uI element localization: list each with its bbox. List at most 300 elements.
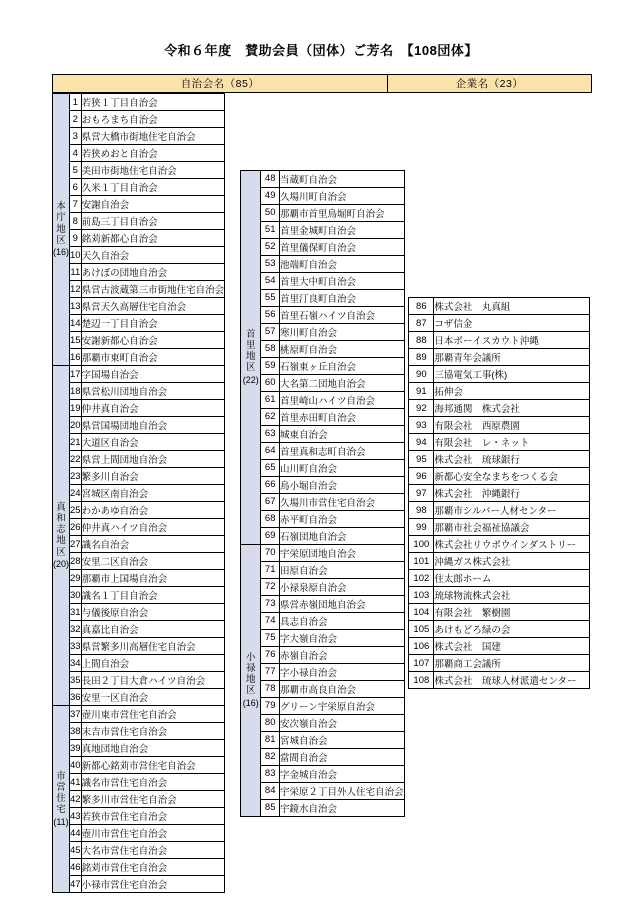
row-name: 県営赤嶺団地自治会 bbox=[280, 595, 405, 612]
row-number: 18 bbox=[70, 383, 82, 400]
row-number: 67 bbox=[261, 493, 280, 510]
row-name: 美田市街地住宅自治会 bbox=[81, 162, 225, 179]
row-number: 107 bbox=[409, 655, 434, 672]
table-row bbox=[409, 621, 590, 638]
column-block-right bbox=[408, 93, 592, 893]
row-number: 78 bbox=[261, 680, 280, 697]
row-name: あけぼの団地自治会 bbox=[81, 264, 225, 281]
table-row bbox=[409, 349, 590, 366]
table-row bbox=[53, 672, 225, 689]
row-name: 大道区自治会 bbox=[81, 434, 225, 451]
table-row bbox=[241, 493, 404, 510]
row-name: 新都心銘苅市営住宅自治会 bbox=[81, 757, 225, 774]
table-row bbox=[53, 485, 225, 502]
row-number: 64 bbox=[261, 442, 280, 459]
table-row bbox=[53, 417, 225, 434]
row-number: 56 bbox=[261, 306, 280, 323]
row-name: 久場川町自治会 bbox=[280, 187, 405, 204]
table-row bbox=[53, 706, 225, 723]
table-row bbox=[241, 204, 404, 221]
table-row bbox=[241, 340, 404, 357]
row-number: 53 bbox=[261, 255, 280, 272]
table-row bbox=[53, 434, 225, 451]
column1-table bbox=[52, 93, 225, 893]
table-row bbox=[53, 383, 225, 400]
table-row bbox=[53, 213, 225, 230]
table-row bbox=[53, 94, 225, 111]
row-number: 41 bbox=[70, 774, 82, 791]
row-name: 仲井真自治会 bbox=[81, 400, 225, 417]
row-number: 77 bbox=[261, 663, 280, 680]
row-number: 9 bbox=[70, 230, 82, 247]
row-number: 85 bbox=[261, 799, 280, 816]
row-name: 當間自治会 bbox=[280, 748, 405, 765]
row-name: 繁多川市営住宅自治会 bbox=[81, 791, 225, 808]
row-number: 11 bbox=[70, 264, 82, 281]
row-name: 那覇市シルバー人材センター bbox=[434, 502, 590, 519]
table-row bbox=[53, 502, 225, 519]
row-name: 海邦通関 株式会社 bbox=[434, 400, 590, 417]
row-number: 5 bbox=[70, 162, 82, 179]
row-name: 天久自治会 bbox=[81, 247, 225, 264]
row-name: 田原自治会 bbox=[280, 561, 405, 578]
row-number: 55 bbox=[261, 289, 280, 306]
row-name: 琉球物流株式会社 bbox=[434, 587, 590, 604]
row-name: 首里赤田町自治会 bbox=[280, 408, 405, 425]
table-row bbox=[53, 128, 225, 145]
table-row bbox=[241, 646, 404, 663]
row-name: 字大嶺自治会 bbox=[280, 629, 405, 646]
region-label-11 bbox=[241, 544, 261, 816]
row-number: 81 bbox=[261, 731, 280, 748]
row-number: 89 bbox=[409, 349, 434, 366]
table-row bbox=[409, 417, 590, 434]
row-name: 株式会社 琉球人材派遣センター bbox=[434, 672, 590, 689]
row-name: 楚辺一丁目自治会 bbox=[81, 315, 225, 332]
row-number: 3 bbox=[70, 128, 82, 145]
region-label-10 bbox=[241, 170, 261, 544]
row-number: 29 bbox=[70, 570, 82, 587]
table-row bbox=[53, 825, 225, 842]
row-number: 96 bbox=[409, 468, 434, 485]
table-row bbox=[53, 655, 225, 672]
table-row bbox=[53, 332, 225, 349]
row-number: 1 bbox=[70, 94, 82, 111]
table-row bbox=[409, 298, 590, 315]
row-number: 30 bbox=[70, 587, 82, 604]
table-row bbox=[409, 604, 590, 621]
region-label-1 bbox=[53, 366, 70, 706]
table-row bbox=[241, 459, 404, 476]
table-row bbox=[409, 672, 590, 689]
row-number: 52 bbox=[261, 238, 280, 255]
table-row bbox=[241, 238, 404, 255]
row-number: 65 bbox=[261, 459, 280, 476]
table-row bbox=[409, 434, 590, 451]
table-row bbox=[241, 799, 404, 816]
row-name: 首里石嶺ハイツ自治会 bbox=[280, 306, 405, 323]
table-row bbox=[241, 629, 404, 646]
table-row bbox=[53, 757, 225, 774]
table-row bbox=[53, 162, 225, 179]
row-number: 76 bbox=[261, 646, 280, 663]
row-number: 49 bbox=[261, 187, 280, 204]
row-number: 70 bbox=[261, 544, 280, 561]
table-row bbox=[241, 408, 404, 425]
row-name: 城東自治会 bbox=[280, 425, 405, 442]
table-row bbox=[241, 221, 404, 238]
row-name: 那覇市社会福祉協議会 bbox=[434, 519, 590, 536]
table-row bbox=[53, 196, 225, 213]
row-name: 住太郎ホーム bbox=[434, 570, 590, 587]
row-name: 安里二区自治会 bbox=[81, 553, 225, 570]
row-number: 15 bbox=[70, 332, 82, 349]
row-number: 69 bbox=[261, 527, 280, 544]
column-gap-1 bbox=[225, 93, 240, 893]
table-body bbox=[52, 93, 592, 893]
row-number: 50 bbox=[261, 204, 280, 221]
row-number: 38 bbox=[70, 723, 82, 740]
row-number: 36 bbox=[70, 689, 82, 706]
row-name: 字小禄自治会 bbox=[280, 663, 405, 680]
row-number: 84 bbox=[261, 782, 280, 799]
row-name: 若狭めおと自治会 bbox=[81, 145, 225, 162]
row-number: 62 bbox=[261, 408, 280, 425]
row-name: 識名１丁目自治会 bbox=[81, 587, 225, 604]
table-row bbox=[409, 485, 590, 502]
row-number: 43 bbox=[70, 808, 82, 825]
row-name: 末吉市営住宅自治会 bbox=[81, 723, 225, 740]
row-name: 首里儀保町自治会 bbox=[280, 238, 405, 255]
table-row bbox=[241, 357, 404, 374]
row-number: 94 bbox=[409, 434, 434, 451]
table-row bbox=[241, 374, 404, 391]
table-header-row bbox=[52, 74, 592, 93]
table-row bbox=[53, 519, 225, 536]
row-number: 51 bbox=[261, 221, 280, 238]
table-row bbox=[241, 765, 404, 782]
row-name: 繁多川自治会 bbox=[81, 468, 225, 485]
table-row bbox=[241, 731, 404, 748]
row-name: 日本ボーイスカウト沖縄 bbox=[434, 332, 590, 349]
table-row bbox=[241, 306, 404, 323]
table-row bbox=[409, 536, 590, 553]
row-number: 46 bbox=[70, 859, 82, 876]
page-title: 令和６年度 賛助会員（団体）ご芳名 【108団体】 bbox=[164, 43, 478, 58]
row-name: 有限会社 繁樹園 bbox=[434, 604, 590, 621]
row-number: 48 bbox=[261, 170, 280, 187]
row-name: 宇栄原２丁目外人住宅自治会 bbox=[280, 782, 405, 799]
header-kigyou: 企業名（23） bbox=[388, 75, 592, 93]
table-row bbox=[53, 315, 225, 332]
region-label-text: 市 営 住 宅 bbox=[56, 770, 66, 816]
table-row bbox=[241, 425, 404, 442]
row-name: 石嶺団地自治会 bbox=[280, 527, 405, 544]
table-row bbox=[409, 553, 590, 570]
row-name: 首里汀良町自治会 bbox=[280, 289, 405, 306]
row-number: 31 bbox=[70, 604, 82, 621]
table-row bbox=[241, 323, 404, 340]
region-label-count: (20) bbox=[53, 558, 70, 569]
row-number: 68 bbox=[261, 510, 280, 527]
table-row bbox=[409, 570, 590, 587]
table-row bbox=[241, 442, 404, 459]
table-row bbox=[241, 187, 404, 204]
table-row bbox=[53, 111, 225, 128]
row-name: 小禄市営住宅自治会 bbox=[81, 876, 225, 893]
row-name: 県営天久高層住宅自治会 bbox=[81, 298, 225, 315]
row-name: 鳥小堀自治会 bbox=[280, 476, 405, 493]
row-number: 102 bbox=[409, 570, 434, 587]
table-row bbox=[53, 230, 225, 247]
row-number: 19 bbox=[70, 400, 82, 417]
row-name: 上間自治会 bbox=[81, 655, 225, 672]
row-name: あけもどろ緑の会 bbox=[434, 621, 590, 638]
row-number: 101 bbox=[409, 553, 434, 570]
row-number: 71 bbox=[261, 561, 280, 578]
table-row bbox=[241, 578, 404, 595]
header-jichikai: 自治会名（85） bbox=[53, 75, 388, 93]
row-name: 当蔵町自治会 bbox=[280, 170, 405, 187]
row-number: 75 bbox=[261, 629, 280, 646]
row-name: 宮城区南自治会 bbox=[81, 485, 225, 502]
row-name: 長田２丁目大倉ハイツ自治会 bbox=[81, 672, 225, 689]
table-row bbox=[53, 145, 225, 162]
table-row bbox=[409, 451, 590, 468]
row-number: 88 bbox=[409, 332, 434, 349]
row-name: 石嶺東ヶ丘自治会 bbox=[280, 357, 405, 374]
region-label-count: (11) bbox=[53, 816, 69, 827]
row-number: 58 bbox=[261, 340, 280, 357]
row-name: 若狭市営住宅自治会 bbox=[81, 808, 225, 825]
row-number: 17 bbox=[70, 366, 82, 383]
table-row bbox=[241, 289, 404, 306]
table-row bbox=[409, 332, 590, 349]
table-row bbox=[241, 391, 404, 408]
table-row bbox=[241, 476, 404, 493]
row-name: 池端町自治会 bbox=[280, 255, 405, 272]
row-name: 株式会社リウボウインダストリー bbox=[434, 536, 590, 553]
row-number: 10 bbox=[70, 247, 82, 264]
table-row bbox=[241, 680, 404, 697]
row-number: 106 bbox=[409, 638, 434, 655]
region-label-count: (16) bbox=[242, 697, 259, 708]
row-number: 98 bbox=[409, 502, 434, 519]
row-name: 拓伸会 bbox=[434, 383, 590, 400]
row-name: 銘苅市営住宅自治会 bbox=[81, 859, 225, 876]
row-name: 寒川町自治会 bbox=[280, 323, 405, 340]
row-name: 県営国場団地自治会 bbox=[81, 417, 225, 434]
row-number: 82 bbox=[261, 748, 280, 765]
row-number: 25 bbox=[70, 502, 82, 519]
table-row bbox=[241, 544, 404, 561]
row-number: 79 bbox=[261, 697, 280, 714]
row-number: 34 bbox=[70, 655, 82, 672]
row-name: 県営上間団地自治会 bbox=[81, 451, 225, 468]
row-name: 首里崎山ハイツ自治会 bbox=[280, 391, 405, 408]
row-number: 104 bbox=[409, 604, 434, 621]
row-name: 那覇商工会議所 bbox=[434, 655, 590, 672]
region-label-text: 小 禄 地 区 bbox=[246, 651, 256, 697]
region-label-2 bbox=[53, 706, 70, 893]
table-row bbox=[241, 510, 404, 527]
row-name: わかあゆ自治会 bbox=[81, 502, 225, 519]
row-name: 前島三丁目自治会 bbox=[81, 213, 225, 230]
row-number: 105 bbox=[409, 621, 434, 638]
row-number: 59 bbox=[261, 357, 280, 374]
row-number: 20 bbox=[70, 417, 82, 434]
row-number: 73 bbox=[261, 595, 280, 612]
table-row bbox=[53, 349, 225, 366]
row-number: 108 bbox=[409, 672, 434, 689]
row-name: 大名市営住宅自治会 bbox=[81, 842, 225, 859]
row-name: 那覇市首里鳥堀町自治会 bbox=[280, 204, 405, 221]
row-name: 大名第二団地自治会 bbox=[280, 374, 405, 391]
row-number: 32 bbox=[70, 621, 82, 638]
row-name: グリーン宇栄原自治会 bbox=[280, 697, 405, 714]
table-row bbox=[53, 400, 225, 417]
row-name: 銘苅新都心自治会 bbox=[81, 230, 225, 247]
region-label-count: (22) bbox=[242, 374, 259, 385]
row-name: おもろまち自治会 bbox=[81, 111, 225, 128]
row-name: 首里大中町自治会 bbox=[280, 272, 405, 289]
table-row bbox=[53, 281, 225, 298]
row-number: 47 bbox=[70, 876, 82, 893]
table-row bbox=[53, 536, 225, 553]
row-name: 宇鏡水自治会 bbox=[280, 799, 405, 816]
row-name: 識名市営住宅自治会 bbox=[81, 774, 225, 791]
row-name: 真地団地自治会 bbox=[81, 740, 225, 757]
table-row bbox=[409, 519, 590, 536]
table-row bbox=[53, 723, 225, 740]
row-number: 103 bbox=[409, 587, 434, 604]
row-name: 小禄泉原自治会 bbox=[280, 578, 405, 595]
row-number: 93 bbox=[409, 417, 434, 434]
table-row bbox=[409, 587, 590, 604]
table-row bbox=[53, 842, 225, 859]
row-number: 97 bbox=[409, 485, 434, 502]
column-block-left bbox=[52, 93, 225, 893]
table-row bbox=[409, 655, 590, 672]
table-row bbox=[53, 570, 225, 587]
table-row bbox=[241, 272, 404, 289]
column2-table bbox=[240, 170, 404, 817]
row-number: 4 bbox=[70, 145, 82, 162]
row-name: 具志自治会 bbox=[280, 612, 405, 629]
row-name: 赤平町自治会 bbox=[280, 510, 405, 527]
row-name: 株式会社 国建 bbox=[434, 638, 590, 655]
row-name: 首里真和志町自治会 bbox=[280, 442, 405, 459]
row-name: 首里金城町自治会 bbox=[280, 221, 405, 238]
table-row bbox=[409, 366, 590, 383]
row-number: 91 bbox=[409, 383, 434, 400]
row-name: 若狭１丁目自治会 bbox=[81, 94, 225, 111]
row-name: 株式会社 琉球銀行 bbox=[434, 451, 590, 468]
row-number: 54 bbox=[261, 272, 280, 289]
table-row bbox=[241, 782, 404, 799]
row-number: 2 bbox=[70, 111, 82, 128]
row-name: 安謝自治会 bbox=[81, 196, 225, 213]
table-row bbox=[241, 663, 404, 680]
row-name: 安次嶺自治会 bbox=[280, 714, 405, 731]
row-name: 安里一区自治会 bbox=[81, 689, 225, 706]
row-name: 壺川市営住宅自治会 bbox=[81, 825, 225, 842]
row-name: 識名自治会 bbox=[81, 536, 225, 553]
table-row bbox=[53, 638, 225, 655]
table-row bbox=[53, 298, 225, 315]
row-number: 6 bbox=[70, 179, 82, 196]
table-row bbox=[241, 255, 404, 272]
table-row bbox=[409, 502, 590, 519]
table-row bbox=[53, 791, 225, 808]
row-name: 那覇青年会議所 bbox=[434, 349, 590, 366]
table-row bbox=[53, 621, 225, 638]
table-row bbox=[241, 748, 404, 765]
row-name: 県営松川団地自治会 bbox=[81, 383, 225, 400]
table-row bbox=[53, 740, 225, 757]
row-number: 60 bbox=[261, 374, 280, 391]
table-row bbox=[409, 383, 590, 400]
row-number: 27 bbox=[70, 536, 82, 553]
row-name: 有限会社 レ・ネット bbox=[434, 434, 590, 451]
row-name: 宇栄原団地自治会 bbox=[280, 544, 405, 561]
table-row bbox=[53, 876, 225, 893]
row-number: 39 bbox=[70, 740, 82, 757]
row-number: 35 bbox=[70, 672, 82, 689]
row-number: 22 bbox=[70, 451, 82, 468]
row-name: 県営古波蔵第三市街地住宅自治会 bbox=[81, 281, 225, 298]
table-row bbox=[241, 714, 404, 731]
row-number: 14 bbox=[70, 315, 82, 332]
row-number: 74 bbox=[261, 612, 280, 629]
table-row bbox=[53, 468, 225, 485]
row-name: 那覇市高良自治会 bbox=[280, 680, 405, 697]
region-label-0 bbox=[53, 94, 70, 366]
table-row bbox=[409, 315, 590, 332]
row-name: コザ信金 bbox=[434, 315, 590, 332]
row-name: 字国場自治会 bbox=[81, 366, 225, 383]
row-number: 83 bbox=[261, 765, 280, 782]
row-number: 99 bbox=[409, 519, 434, 536]
row-name: 赤嶺自治会 bbox=[280, 646, 405, 663]
row-number: 61 bbox=[261, 391, 280, 408]
row-name: 宮城自治会 bbox=[280, 731, 405, 748]
table-row bbox=[53, 587, 225, 604]
row-name: 新都心安全なまちをつくる会 bbox=[434, 468, 590, 485]
row-number: 7 bbox=[70, 196, 82, 213]
row-number: 80 bbox=[261, 714, 280, 731]
row-number: 44 bbox=[70, 825, 82, 842]
row-number: 8 bbox=[70, 213, 82, 230]
row-number: 72 bbox=[261, 578, 280, 595]
row-name: 字金城自治会 bbox=[280, 765, 405, 782]
table-row bbox=[53, 451, 225, 468]
table-row bbox=[53, 366, 225, 383]
row-number: 45 bbox=[70, 842, 82, 859]
table-row bbox=[241, 561, 404, 578]
row-name: 与儀後原自治会 bbox=[81, 604, 225, 621]
row-number: 86 bbox=[409, 298, 434, 315]
table-row bbox=[409, 468, 590, 485]
row-number: 95 bbox=[409, 451, 434, 468]
row-name: 安謝新都心自治会 bbox=[81, 332, 225, 349]
row-name: 山川町自治会 bbox=[280, 459, 405, 476]
column3-table bbox=[408, 297, 590, 689]
row-number: 24 bbox=[70, 485, 82, 502]
table-row bbox=[241, 612, 404, 629]
table-row bbox=[241, 170, 404, 187]
table-row bbox=[241, 527, 404, 544]
